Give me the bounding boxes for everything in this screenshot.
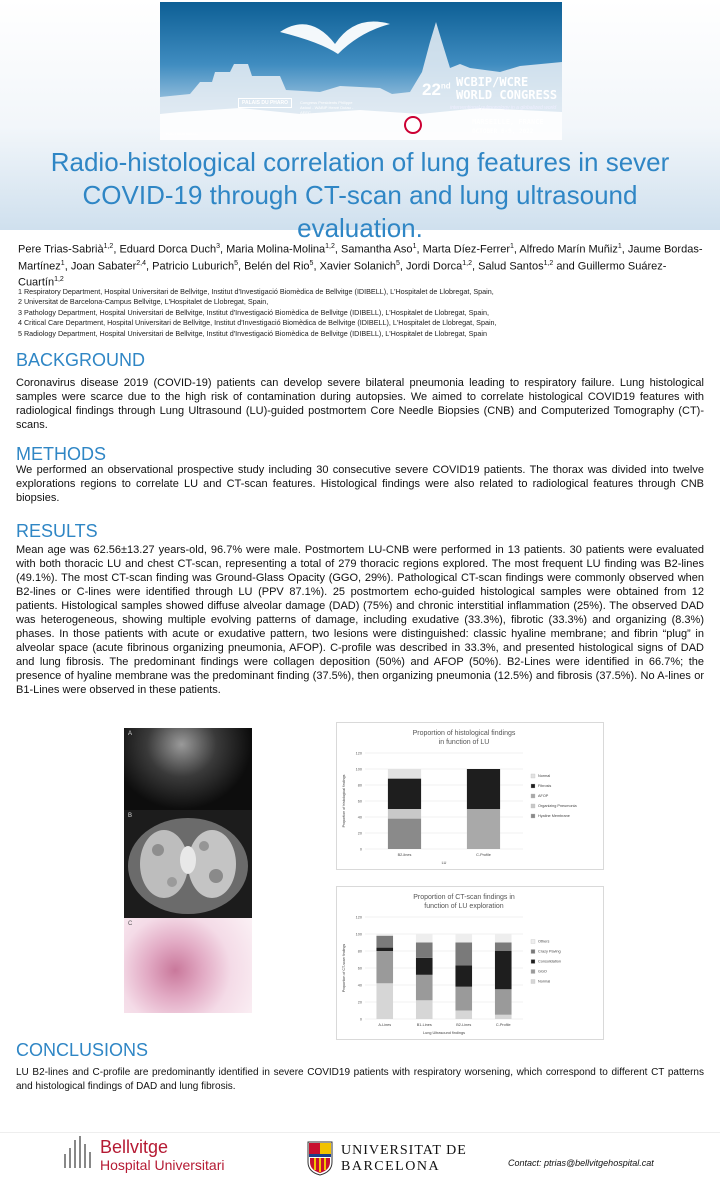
y-tick-label: 60: [357, 799, 362, 804]
chart-title: [413, 894, 515, 910]
bar-segment: [376, 948, 393, 951]
ultrasound-image: [124, 728, 252, 810]
x-axis-label: Lung Ultrasound findings: [422, 1031, 466, 1035]
results-text: Mean age was 62.56±13.27 years-old, 96.7% were male. Postmortem LU-CNB were performed in 13 patients. 30 patients were evaluated with both thoracic LU and chest CT-scan, representing a total of 279 thoracic regions explored. The most frequent LU finding was B2-lines (49.1%). The most CT-scan finding was Ground-Glass Opacity (GGO, 29%). Pathological CT-scan findings were commonly observed when B2-lines or C-lines were identified through LU (PPV 87.1%). 25 postmortem echo-guided histological samples were obtained from 12 patients. Histological samples showed diffuse alveolar damage (DAD) (75%) and chronic interstitial inflammation (25%). The observed DAD was heterogeneous, showing multiple evolving patterns of damage, including exudative (33.3%), fibrotic (33.3%) and organizing (8.3%) phases. In those patients with acute or exudative pattern, two lesions were distinguished: classic hyaline membrane; and fibrin “plug” in alveolar space (acute fibrinous organizing pneumonia, AFOP). C-profile was described in 33.3%, and presented histological signs of DAD and lung fibrosis. The predominant findings were collagen deposition (50%) and AFOP (50%). B2-Lines were identified in 66.7%; the presence of hyaline membrane was the predominant finding (37.5%), then organizing pneumonia (12.5%) and fibrosis (37.5%). No A-lines or B1-Lines were observed in these patients.: [16, 544, 704, 696]
ct-findings-chart-svg: [337, 887, 605, 1041]
y-tick-label: 0: [359, 1017, 362, 1022]
chart-title-line: in function of LU: [438, 739, 490, 746]
legend-swatch: [531, 794, 535, 798]
congress-banner: [160, 2, 562, 140]
panel-label-c: C: [128, 921, 133, 927]
author-list: Pere Trias-Sabrià$^{1,2}$, Eduard Dorca Duch$^3$, Maria Molina-Molina$^{1,2}$, Samantha Aso$^1$, Marta Díez-Ferrer$^1$, Alfredo Marín Muñiz$^1$, Jaume Bordas-Martínez$^1$, Joan Sabater$^{2,4}$, Patricio Luburich$^5$, Belén del Rio$^5$, Xavier Solanich$^5$, Jordi Dorca$^{1,2}$, Salud Santos$^{1,2}$ and Guillermo Suárez-Cuartín$^{1,2}$: [18, 243, 703, 289]
legend-label: Crazy Paving: [538, 949, 561, 954]
author-affiliation-mark: 1,2: [543, 259, 554, 267]
author-affiliation-mark: 5: [234, 259, 238, 267]
legend-swatch: [531, 970, 535, 974]
author-affiliation-mark: 1: [60, 259, 65, 267]
ct-scan-image: [124, 810, 252, 918]
y-tick-label: 60: [357, 966, 362, 971]
bar-segment: [376, 934, 393, 936]
histology-chart-svg: [337, 723, 605, 871]
legend-label: AFOP: [538, 794, 549, 798]
ct-findings-chart: [336, 886, 604, 1040]
x-tick-label: B2-lines: [397, 853, 412, 857]
footer-divider: [0, 1132, 720, 1133]
legend-label: Organizing Pneumonia: [538, 804, 577, 808]
legend-label: Normal: [538, 774, 551, 778]
bar-segment: [416, 958, 433, 975]
conclusions-text: LU B2-lines and C-profile are predominantly identified in severe COVID19 patients with respiratory worsening, which correspond to different CT patterns and histological findings of DAD and lung fibrosis.: [16, 1067, 704, 1092]
panel-label-b: B: [128, 813, 133, 819]
ct-scan-drawing: [124, 810, 252, 918]
university-name-line2: BARCELONA: [341, 1159, 441, 1174]
venue-label: PALAIS DU PHARO: [238, 98, 292, 108]
bellvitge-name: Bellvitge: [100, 1137, 169, 1157]
congress-name: WCBIP/WCRE WORLD CONGRESS: [456, 75, 558, 102]
y-tick-label: 20: [357, 831, 362, 836]
histology-image: [124, 918, 252, 1013]
author-name: Jordi Dorca: [406, 260, 463, 273]
bar-segment: [455, 943, 472, 966]
bar-segment: [495, 951, 512, 989]
y-tick-label: 120: [355, 915, 362, 920]
bar-segment: [416, 934, 433, 943]
y-tick-label: 40: [357, 983, 362, 988]
author-name: Belén del Rio: [244, 260, 310, 273]
congress-subtitle: interventional pulmonology in a globalized world: [450, 105, 557, 111]
bar-segment: [495, 989, 512, 1015]
y-tick-label: 120: [355, 751, 362, 756]
author-name: Patricio Luburich: [152, 260, 235, 273]
author-name: Xavier Solanich: [319, 260, 396, 273]
methods-text: We performed an observational prospective study including 30 consecutive severe COVID19 patients. The thorax was divided into twelve explorations regions to correlate LU and CT-scan features. Histological findings were also related to radiological features through CNB biopsies.: [16, 464, 704, 504]
x-tick-label: B1-Lines: [416, 1023, 432, 1027]
congress-presidents: Congress Presidents Philippe Astoul - WABIP Hervé Dutau - AEEC: [300, 100, 354, 115]
photo-credit: Photo 1 Credit Marseille: [166, 132, 199, 136]
x-axis-label: LU: [441, 861, 447, 865]
y-tick-label: 80: [357, 783, 362, 788]
author-affiliation-mark: 1,2: [103, 243, 114, 250]
congress-number: 22nd: [422, 80, 451, 99]
background-heading: BACKGROUND: [16, 350, 146, 370]
bar-segment: [388, 809, 421, 819]
chart-title: [413, 730, 516, 746]
affiliation-line: 3 Pathology Department, Hospital Universitari de Bellvitge, Institut d'Investigació Biomèdica de Bellvitge (IDIBELL), L'Hospitalet de Llobregat, Spain,: [18, 307, 489, 317]
author-name: Alfredo Marín Muñiz: [519, 243, 618, 256]
legend-swatch: [531, 960, 535, 964]
x-tick-label: C-Profile: [476, 853, 491, 857]
bar-segment: [455, 1011, 472, 1020]
legend-swatch: [531, 784, 535, 788]
bar-segment: [416, 975, 433, 1001]
bar-segment: [495, 1015, 512, 1019]
bar-segment: [376, 983, 393, 1019]
author-name: Pere Trias-Sabrià: [18, 243, 104, 256]
x-tick-label: C-Profile: [495, 1023, 511, 1027]
legend-label: Consolidation: [538, 959, 562, 964]
bellvitge-logo-icon: [64, 1136, 94, 1170]
bar-segment: [388, 819, 421, 849]
author-affiliation-mark: 1: [412, 243, 417, 250]
legend-label: Others: [538, 939, 550, 944]
contact-email: Contact: ptrias@bellvitgehospital.cat: [508, 1158, 654, 1168]
author-affiliation-mark: 2,4: [136, 259, 146, 267]
bar-segment: [455, 965, 472, 986]
legend-swatch: [531, 940, 535, 944]
author-affiliation-mark: 1: [510, 243, 514, 250]
author-affiliation-mark: 1,2: [325, 243, 335, 250]
bar-segment: [455, 987, 472, 1011]
x-tick-label: B2-Lines: [456, 1023, 472, 1027]
affiliation-list: [18, 287, 708, 339]
bar-segment: [388, 769, 421, 779]
panel-label-a: A: [128, 731, 133, 737]
author-affiliation-mark: 5: [309, 259, 314, 267]
author-affiliation-mark: 1: [617, 243, 622, 250]
university-name-line1: UNIVERSITAT DE: [341, 1143, 467, 1158]
affiliation-line: 2 Universitat de Barcelona-Campus Bellvitge, L'Hospitalet de Llobregat, Spain,: [18, 297, 269, 307]
bellvitge-subtitle: Hospital Universitari: [100, 1157, 225, 1173]
y-axis-label: Proportion of CT-scan findings: [342, 943, 346, 993]
author-name: Eduard Dorca Duch: [119, 243, 217, 256]
author-name: Guillermo Suárez-Cuartín: [18, 260, 667, 289]
methods-heading: METHODS: [16, 444, 106, 464]
bar-segment: [416, 943, 433, 958]
author-name: Jaume Bordas-Martínez: [18, 243, 703, 273]
author-affiliation-mark: 5: [396, 259, 400, 267]
author-name: Samantha Aso: [341, 243, 413, 256]
chart-title-line: Proportion of CT-scan findings in: [413, 894, 515, 901]
author-name: Salud Santos: [478, 260, 544, 273]
bar-segment: [495, 934, 512, 943]
bar-segment: [467, 769, 500, 809]
bar-segment: [376, 951, 393, 983]
legend-label: Fibrosis: [538, 784, 552, 788]
author-affiliation-mark: 1,2: [54, 276, 64, 284]
affiliation-line: 5 Radiology Department, Hospital Universitari de Bellvitge, Institut d'Investigació Biomèdica de Bellvitge (IDIBELL), L'Hospitalet de Llobregat, Spain: [18, 328, 487, 338]
y-tick-label: 100: [355, 932, 362, 937]
y-axis-label: Proportion of histological findings: [342, 774, 346, 828]
author-name: Marta Díez-Ferrer: [422, 243, 510, 256]
chart-title-line: function of LU exploration: [424, 903, 504, 910]
author-affiliation-mark: 1,2: [462, 259, 473, 267]
legend-swatch: [531, 980, 535, 984]
chart-title-line: Proportion of histological findings: [412, 730, 516, 737]
university-shield-icon: [306, 1140, 334, 1176]
results-heading: RESULTS: [16, 521, 98, 541]
legend-swatch: [531, 804, 535, 808]
bar-segment: [495, 943, 512, 952]
y-tick-label: 20: [357, 1000, 362, 1005]
legend-swatch: [531, 950, 535, 954]
y-tick-label: 100: [355, 767, 362, 772]
bar-segment: [388, 779, 421, 809]
affiliation-line: 1 Respiratory Department, Hospital Universitari de Bellvitge, Institut d'Investigació Biomèdica de Bellvitge (IDIBELL), L'Hospitalet de Llobregat, Spain,: [18, 287, 494, 296]
histology-chart: [336, 722, 604, 870]
y-tick-label: 0: [359, 847, 362, 852]
imaging-figure: [124, 728, 252, 1013]
bar-segment: [455, 934, 472, 943]
legend-label: GGO: [538, 969, 547, 974]
bar-segment: [416, 1000, 433, 1019]
affiliation-line: 4 Critical Care Department, Hospital Universitari de Bellvitge, Institut d'Investigació Biomèdica de Bellvitge (IDIBELL), L'Hospitalet de Llobregat, Spain,: [18, 318, 497, 328]
x-tick-label: A-Lines: [378, 1023, 392, 1027]
bar-segment: [467, 809, 500, 849]
congress-seal-icon: [404, 116, 422, 134]
legend-swatch: [531, 814, 535, 818]
congress-dates: OCTOBER 6-9, 2022: [472, 128, 534, 135]
author-name: Joan Sabater: [70, 260, 137, 273]
legend-swatch: [531, 774, 535, 778]
congress-city: MARSEILLE, FRANCE: [472, 118, 544, 126]
poster-title: Radio-histological correlation of lung features in sever COVID-19 through CT-scan and lung ultrasound evaluation.: [50, 147, 670, 243]
background-text: Coronavirus disease 2019 (COVID-19) patients can develop severe bilateral pneumonia leading to respiratory failure. Lung histological samples were scarce due to the high risk of contamination during autopsies. We aimed to correlate histological COVID19 features with radiological findings through Lung Ultrasound (LU)-guided postmortem Core Needle Biopsies (CNB) and Computerized Tomography (CT)-scans.: [16, 377, 704, 431]
author-affiliation-mark: 3: [216, 243, 220, 250]
legend-label: Normal: [538, 979, 551, 984]
author-name: Maria Molina-Molina: [226, 243, 326, 256]
y-tick-label: 80: [357, 949, 362, 954]
y-tick-label: 40: [357, 815, 362, 820]
conclusions-heading: CONCLUSIONS: [16, 1040, 149, 1060]
legend-label: Hyaline Membrane: [538, 814, 570, 818]
bar-segment: [376, 936, 393, 948]
